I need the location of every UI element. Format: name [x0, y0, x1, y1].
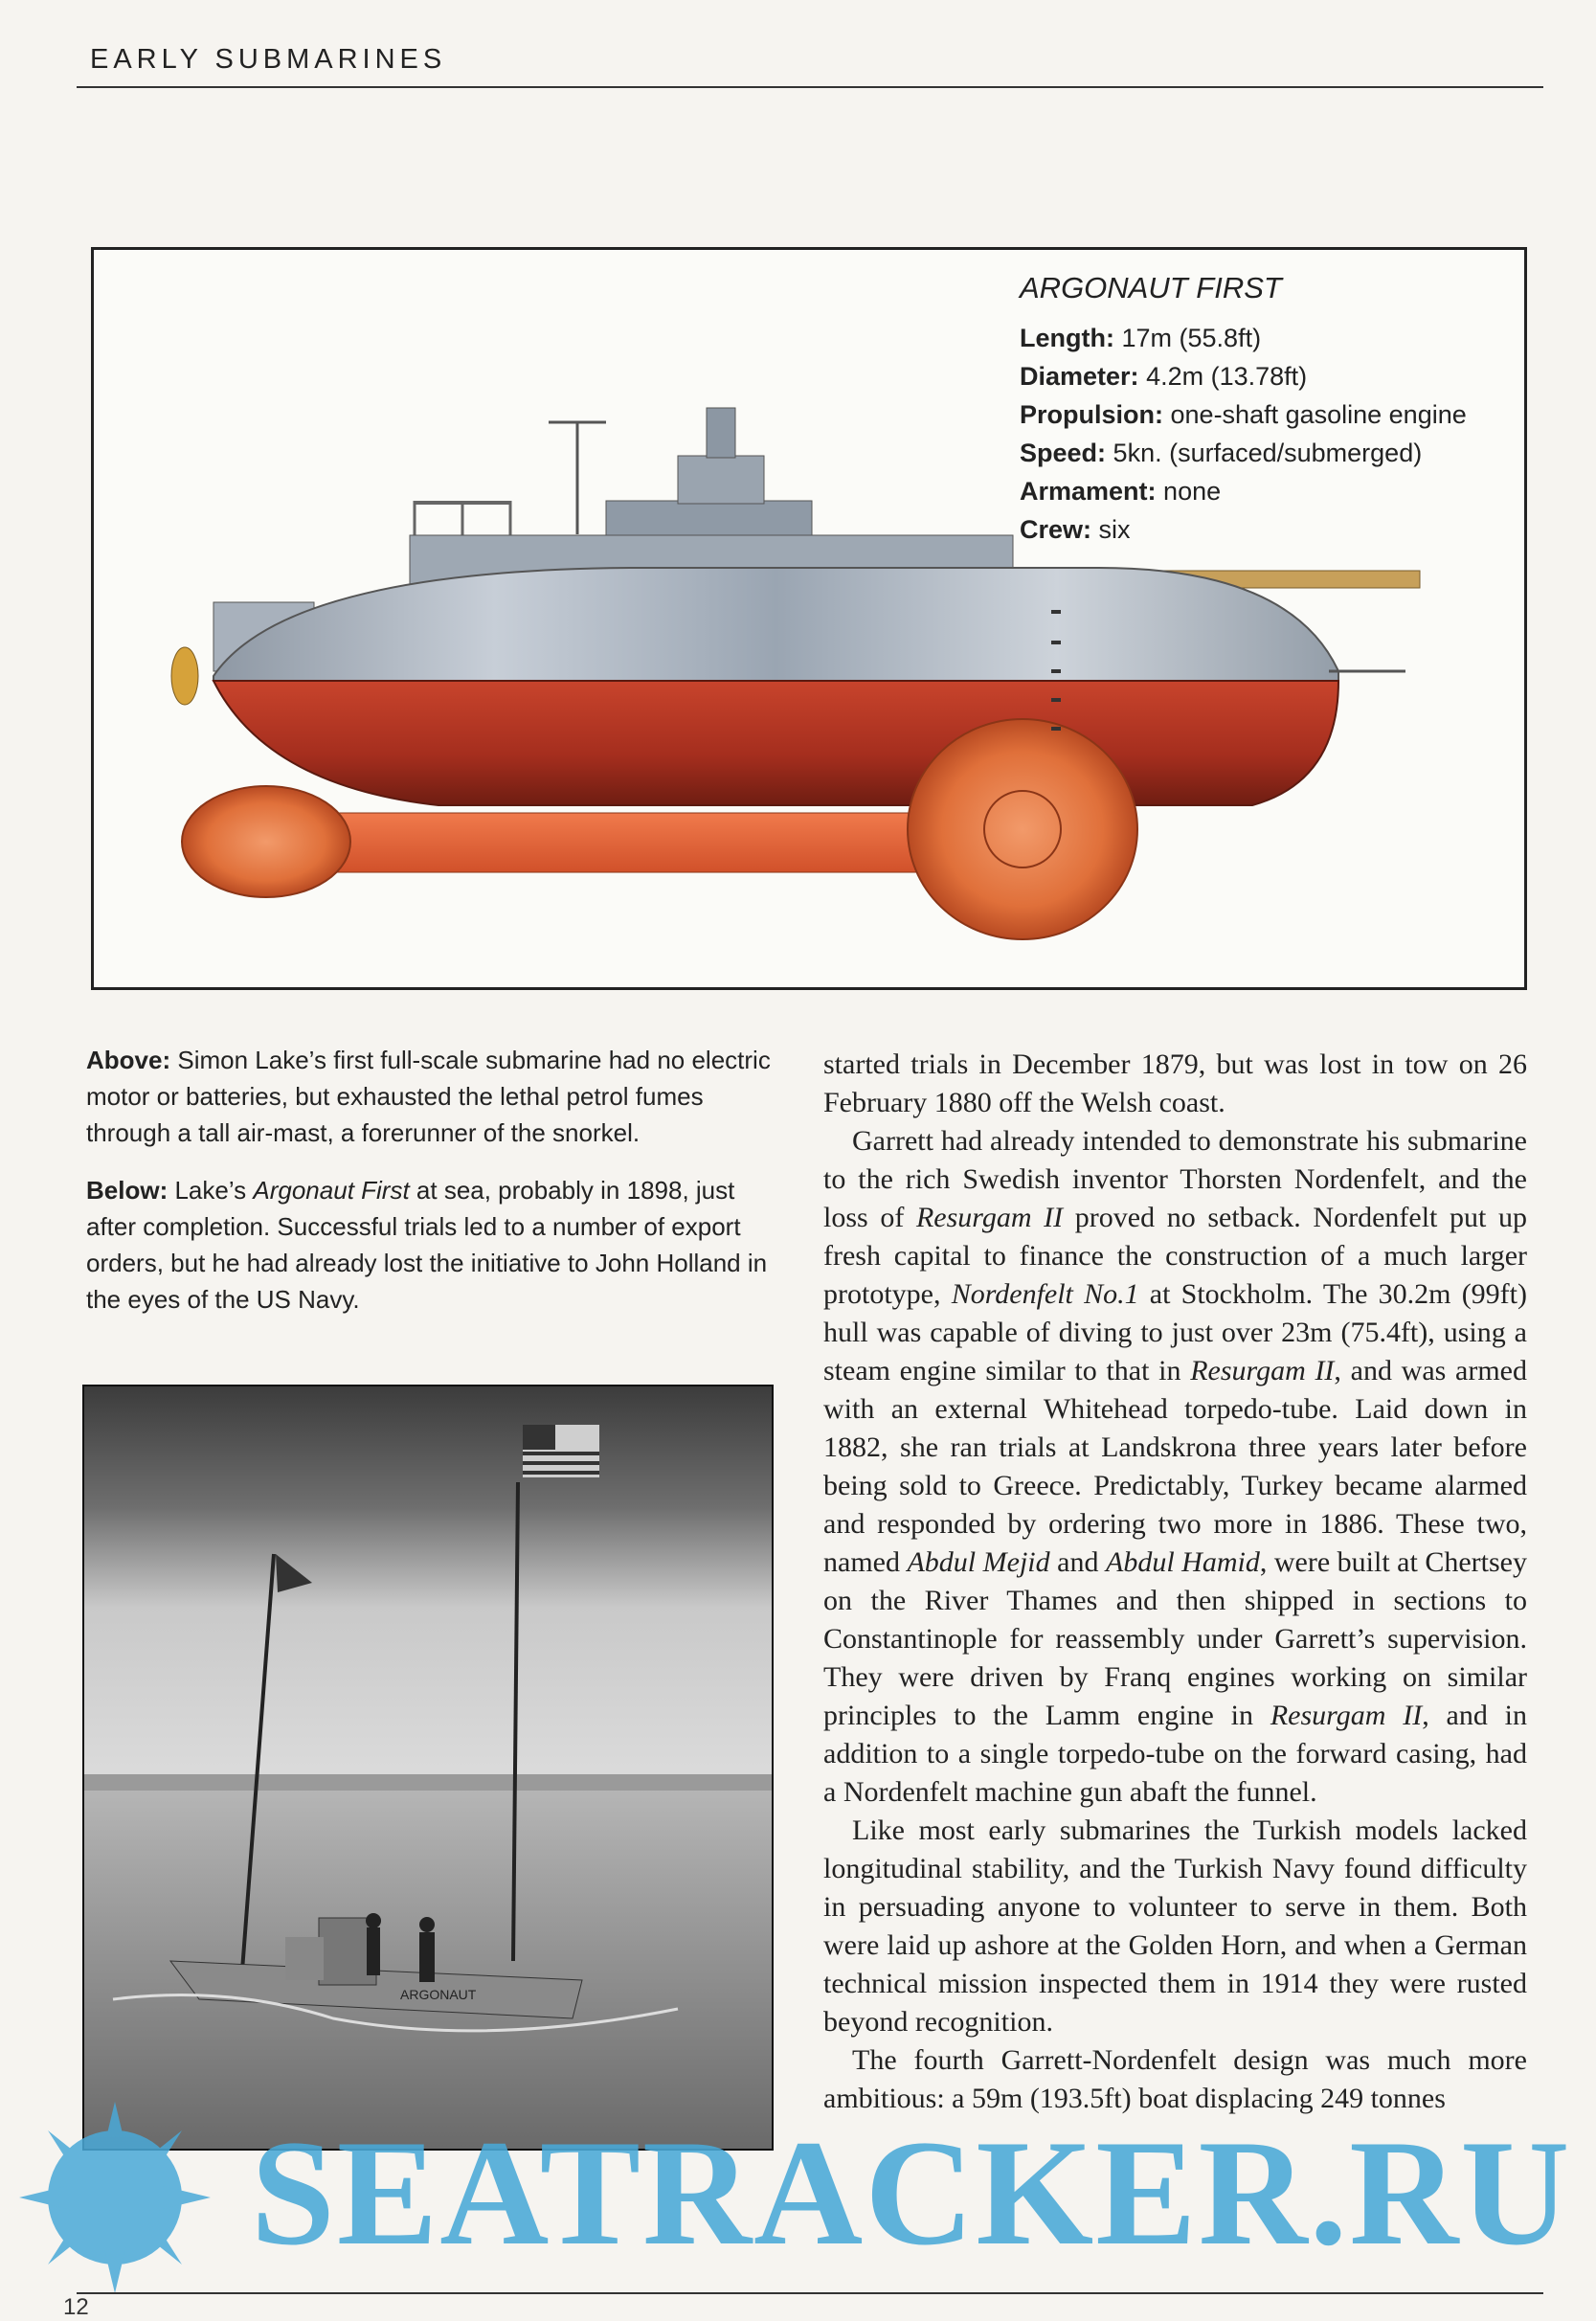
page-number: 12 [63, 2294, 89, 2320]
text-span: , and in addition to a single torpedo-tube on the forward casing, had a Nordenfelt machine gun abaft the funnel. [823, 1700, 1527, 1808]
running-header: EARLY SUBMARINES [90, 44, 447, 75]
text-italic: Nordenfelt No.1 [951, 1278, 1139, 1310]
spec-diameter [1020, 357, 1517, 395]
spec-value: 5kn. (surfaced/submerged) [1113, 439, 1423, 467]
text-italic: Abdul Hamid [1106, 1546, 1260, 1578]
spec-value: one-shaft gasoline engine [1170, 400, 1467, 429]
text-span: , and was armed with an external Whitehead torpedo-tube. Laid down in 1882, she ran trials at Landskrona three years later before being sold to Greece. Predictably, Turkey became alarmed and responded by ordering two more in 1886. These two, named [823, 1355, 1527, 1578]
spec-value: 17m (55.8ft) [1121, 324, 1262, 352]
text-span: proved no setback. Nordenfelt put up fresh capital to finance the construction of a much larger prototype, [823, 1202, 1527, 1310]
caption-above-label: Above: [86, 1046, 171, 1074]
spec-speed [1020, 434, 1517, 472]
spec-propulsion [1020, 395, 1517, 434]
spec-crew [1020, 510, 1517, 549]
photo-scene [84, 1386, 772, 2149]
text-span: , were built at Chertsey on the River Thames and then shipped in sections to Constantinople for reassembly under Garrett’s supervision. They were driven by Franq engines working on similar principles to the Lamm engine in [823, 1546, 1527, 1731]
spec-label: Length: [1020, 324, 1114, 352]
caption-below-post: at sea, probably in 1898, just after completion. Successful trials led to a number of export orders, but he had already lost the initiative to John Holland in the eyes of the US Navy. [86, 1176, 768, 1314]
specs-panel [1020, 271, 1517, 549]
caption-above [86, 1042, 780, 1151]
body-paragraph-3: Like most early submarines the Turkish models lacked longitudinal stability, and the Turkish Navy found difficulty in persuading anyone to volunteer to serve in them. Both were laid up ashore at the Golden Horn, and when a German technical mission inspected them in 1914 they were rusted beyond recognition. [823, 1814, 1527, 2038]
header-rule [77, 86, 1543, 88]
caption-below-italic: Argonaut First [253, 1176, 410, 1205]
photo-hull-lettering: ARGONAUT [400, 1987, 477, 2002]
spec-length [1020, 319, 1517, 357]
caption-below-pre: Lake’s [174, 1176, 254, 1205]
spec-armament [1020, 472, 1517, 510]
captions [86, 1042, 780, 1339]
text-span: at Stockholm. The 30.2m (99ft) hull was capable of diving to just over 23m (75.4ft), using a steam engine similar to that in [823, 1278, 1527, 1386]
body-paragraph-2 [823, 1122, 1527, 1812]
spec-label: Armament: [1020, 477, 1157, 506]
submarine-illustration-box [91, 247, 1527, 990]
spec-value: none [1163, 477, 1222, 506]
text-italic: Resurgam II [1270, 1700, 1423, 1731]
spec-value: six [1098, 515, 1131, 544]
body-paragraph-1: started trials in December 1879, but was lost in tow on 26 February 1880 off the Welsh coast. [823, 1048, 1527, 1118]
spec-label: Diameter: [1020, 362, 1139, 391]
footer-rule [77, 2292, 1543, 2294]
caption-above-text: Simon Lake’s first full-scale submarine had no electric motor or batteries, but exhausted the lethal petrol fumes through a tall air-mast, a forerunner of the snorkel. [86, 1046, 771, 1147]
caption-below [86, 1172, 780, 1318]
text-italic: Abdul Mejid [907, 1546, 1050, 1578]
body-text [823, 1046, 1527, 2118]
text-span: Garrett had already intended to demonstrate his submarine to the rich Swedish inventor Thorsten Nordenfelt, and the loss of [823, 1125, 1527, 1233]
spec-value: 4.2m (13.78ft) [1146, 362, 1308, 391]
text-span: and [1049, 1546, 1106, 1578]
argonaut-photo [82, 1385, 774, 2151]
text-italic: Resurgam II [1190, 1355, 1335, 1386]
caption-below-label: Below: [86, 1176, 169, 1205]
spec-label: Propulsion: [1020, 400, 1163, 429]
body-paragraph-4: The fourth Garrett-Nordenfelt design was much more ambitious: a 59m (193.5ft) boat displacing 249 tonnes [823, 2044, 1527, 2114]
spec-label: Crew: [1020, 515, 1092, 544]
spec-label: Speed: [1020, 439, 1107, 467]
watermark-text: SEATRACKER.RU [251, 2109, 1572, 2277]
vessel-name: ARGONAUT FIRST [1020, 271, 1282, 304]
text-italic: Resurgam II [915, 1202, 1064, 1233]
